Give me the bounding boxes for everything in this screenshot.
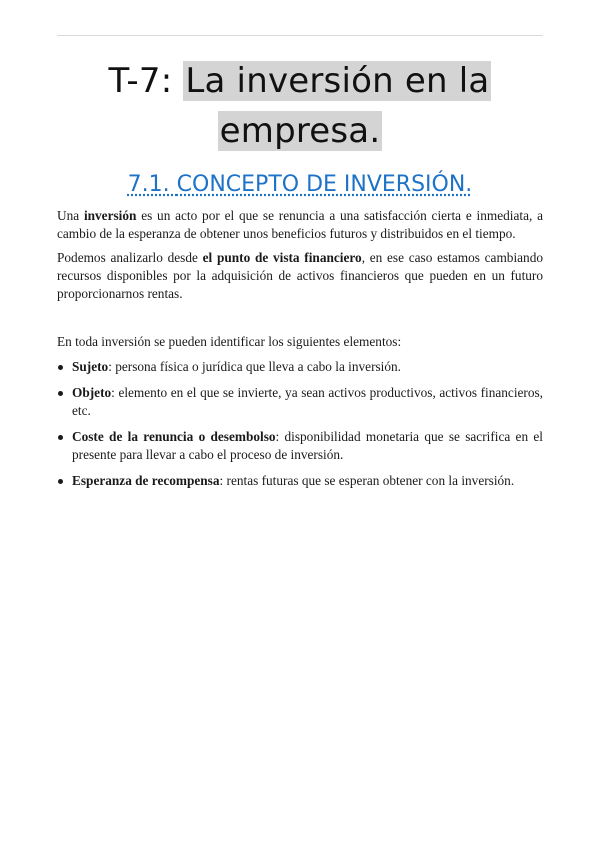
bullet-icon	[58, 435, 63, 440]
element-description: : elemento en el que se invierte, ya sean activos productivos, activos financieros, etc.	[72, 385, 543, 418]
title-prefix: T-7:	[108, 61, 184, 101]
p2-rest: , en ese caso estamos cambiando recursos disponibles por la adquisición de activos financieros que pueden en un futuro proporcionarnos rentas.	[57, 250, 543, 301]
element-term: Sujeto	[72, 359, 109, 374]
page-title	[57, 56, 543, 156]
list-item	[57, 384, 543, 420]
title-highlight-line2: empresa.	[219, 111, 381, 151]
bullet-icon	[58, 365, 63, 370]
section-heading	[57, 170, 543, 200]
elements-list	[57, 358, 543, 498]
bullet-icon	[58, 479, 63, 484]
financial-view-paragraph	[57, 249, 543, 303]
p2-bold-term: el punto de vista financiero	[202, 250, 362, 265]
p2-lead: Podemos analizarlo desde	[57, 250, 203, 265]
header-rule	[57, 35, 543, 36]
element-description: : disponibilidad monetaria que se sacrifica en el presente para llevar a cabo el proceso de inversión.	[72, 429, 543, 462]
p1-rest: es un acto por el que se renuncia a una satisfacción cierta e inmediata, a cambio de la esperanza de obtener unos beneficios futuros y distribuidos en el tiempo.	[57, 208, 543, 241]
bullet-icon	[58, 391, 63, 396]
element-term: Esperanza de recompensa	[72, 473, 220, 488]
list-item	[57, 358, 543, 376]
p1-bold-term: inversión	[83, 208, 137, 223]
element-term: Coste de la renuncia o desembolso	[72, 429, 276, 444]
section-number: 7.1.	[127, 172, 177, 197]
definition-paragraph	[57, 207, 543, 243]
list-item	[57, 428, 543, 464]
p1-lead: Una	[57, 208, 84, 223]
list-item	[57, 472, 543, 490]
elements-intro: En toda inversión se pueden identificar los siguientes elementos:	[57, 334, 402, 349]
element-term: Objeto	[72, 385, 112, 400]
section-title: CONCEPTO DE INVERSIÓN.	[176, 172, 473, 197]
title-highlight-line1: La inversión en la	[185, 61, 490, 101]
element-description: : persona física o jurídica que lleva a cabo la inversión.	[108, 359, 401, 374]
element-description: : rentas futuras que se esperan obtener con la inversión.	[219, 473, 515, 488]
